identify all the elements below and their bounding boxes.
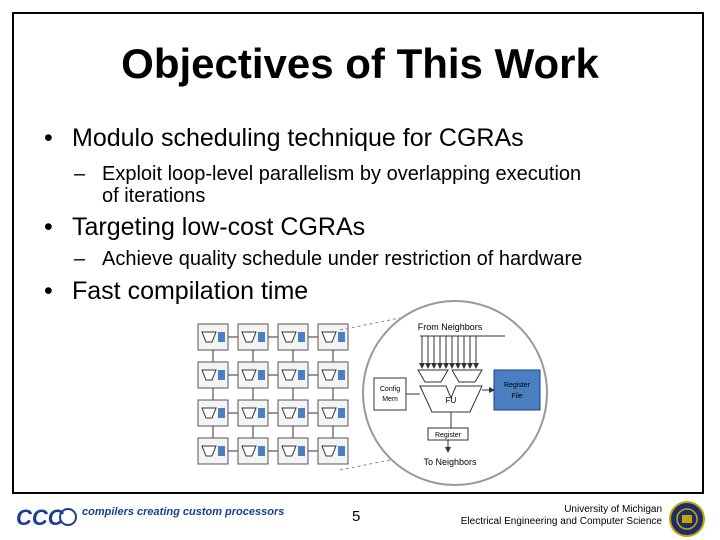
pe-cell (278, 362, 318, 400)
sub-bullet-dash: – (74, 248, 86, 270)
footer-tagline: compilers creating custom processors (82, 506, 285, 518)
sub-bullet-line-1: Achieve quality schedule under restriction of hardware (102, 248, 583, 270)
pe-cell (278, 400, 318, 438)
register-file-label-1: Register (503, 382, 531, 389)
footer-university (461, 504, 662, 528)
from-neighbors-label: From Neighbors (417, 322, 483, 332)
bullet-dot: • (44, 213, 53, 241)
pe-cell (238, 362, 278, 400)
pe-cell (238, 438, 278, 464)
sub-bullet-dash: – (74, 163, 86, 185)
pe-cell (238, 400, 278, 438)
config-label: Config (379, 386, 401, 393)
pe-cell (198, 400, 238, 438)
pe-cell (278, 438, 318, 464)
pe-cell (278, 324, 318, 362)
pe-cell (198, 438, 238, 464)
page-number: 5 (352, 508, 361, 525)
pe-cell (318, 438, 348, 464)
slide-title: Objectives of This Work (121, 40, 599, 87)
pe-array-grid (198, 324, 348, 464)
university-seal-icon (668, 500, 706, 538)
register-label: Register (434, 432, 462, 439)
sub-bullet-line-2: of iterations (102, 185, 206, 207)
pe-cell (318, 324, 348, 362)
register-file-box (494, 370, 540, 410)
bullet-text: Modulo scheduling technique for CGRAs (72, 124, 524, 152)
pe-cell (198, 324, 238, 362)
pe-cell (198, 362, 238, 400)
bullet-text: Targeting low-cost CGRAs (72, 213, 366, 241)
pe-cell (318, 400, 348, 438)
mem-label: Mem (382, 396, 398, 403)
ccc-logo-text: CCC (16, 505, 64, 530)
fu-label: FU (445, 396, 457, 405)
pe-cell (238, 324, 278, 362)
sub-bullet-line-1: Exploit loop-level parallelism by overlapping execution (102, 163, 582, 185)
register-file-label-2: File (511, 393, 523, 400)
bullet-dot: • (44, 277, 53, 305)
config-mem-box (374, 378, 406, 410)
pe-cell (318, 362, 348, 400)
department-name: Electrical Engineering and Computer Science (460, 516, 662, 527)
footer-logo-ccc (14, 500, 80, 534)
to-neighbors-label: To Neighbors (423, 457, 477, 467)
bullet-text: Fast compilation time (72, 277, 309, 305)
bullet-dot: • (44, 124, 53, 152)
university-name: University of Michigan (564, 504, 662, 515)
